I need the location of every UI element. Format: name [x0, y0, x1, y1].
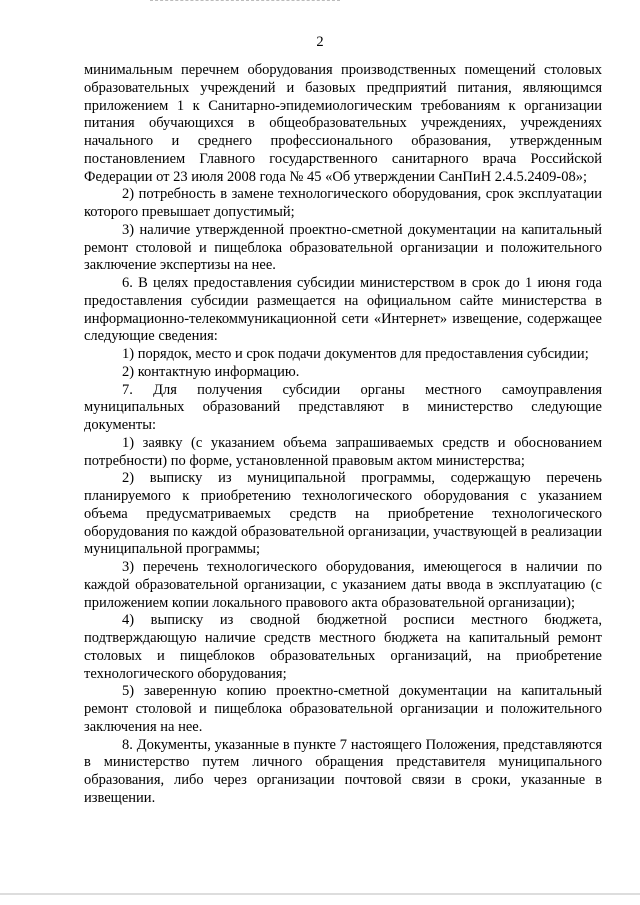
paragraph-7-item-3: 3) перечень технологического оборудования, имеющегося в наличии по каждой образовательной организации, с указанием даты ввода в эксплуатацию (с приложением копии локального правового акта образовательной организации);	[84, 559, 602, 611]
paragraph-7-item-2: 2) выписку из муниципальной программы, содержащую перечень планируемого к приобретению технологического оборудования с указанием объема предусматриваемых средств на приобретение технологического оборудования по каждой образовательной организации, участвующей в реализации муниципальной программы;	[84, 470, 602, 558]
page-number: 2	[316, 34, 324, 50]
paragraph-continuation: минимальным перечнем оборудования производственных помещений столовых образовательных учреждений и базовых предприятий питания, являющимся приложением 1 к Санитарно-эпидемиологическим требованиям к организации питания обучающихся в общеобразовательных учреждениях, учреждениях начального и среднего профессионального образования, утвержденным постановлением Главного государственного санитарного врача Российской Федерации от 23 июля 2008 года № 45 «Об утверждении СанПиН 2.4.5.2409-08»;	[84, 62, 602, 185]
document-body	[84, 62, 602, 808]
paragraph-7-item-4: 4) выписку из сводной бюджетной росписи местного бюджета, подтверждающую наличие средств местного бюджета на капитальный ремонт столовых и пищеблоков образовательных организаций, на приобретение технологического оборудования;	[84, 612, 602, 682]
paragraph-item-2-need-replacement: 2) потребность в замене технологического оборудования, срок эксплуатации которого превышает допустимый;	[84, 186, 602, 220]
scan-top-edge	[150, 0, 340, 2]
paragraph-6-item-2: 2) контактную информацию.	[122, 363, 300, 380]
paragraph-7-item-5: 5) заверенную копию проектно-сметной документации на капитальный ремонт столовой и пищеблока образовательной организации и положительного заключения на нее.	[84, 683, 602, 735]
scan-bottom-edge	[0, 893, 640, 895]
paragraph-item-3-design-docs: 3) наличие утвержденной проектно-сметной документации на капитальный ремонт столовой и пищеблока образовательной организации и положительного заключение экспертизы на нее.	[84, 221, 602, 274]
paragraph-section-7: 7. Для получения субсидии органы местного самоуправления муниципальных образований представляют в министерство следующие документы:	[84, 381, 602, 433]
paragraph-section-6: 6. В целях предоставления субсидии министерством в срок до 1 июня года предоставления субсидии размещается на официальном сайте министерства в информационно-телекоммуникационной сети «Интернет» извещение, содержащее следующие сведения:	[84, 275, 602, 345]
paragraph-7-item-1: 1) заявку (с указанием объема запрашиваемых средств и обоснованием потребности) по форме, установленной правовым актом министерства;	[84, 434, 602, 469]
paragraph-section-8: 8. Документы, указанные в пункте 7 настоящего Положения, представляются в министерство путем личного обращения представителя муниципального образования, либо через организации почтовой связи в сроки, указанные в извещении.	[84, 736, 602, 806]
paragraph-6-item-1: 1) порядок, место и срок подачи документов для предоставления субсидии;	[122, 346, 589, 362]
